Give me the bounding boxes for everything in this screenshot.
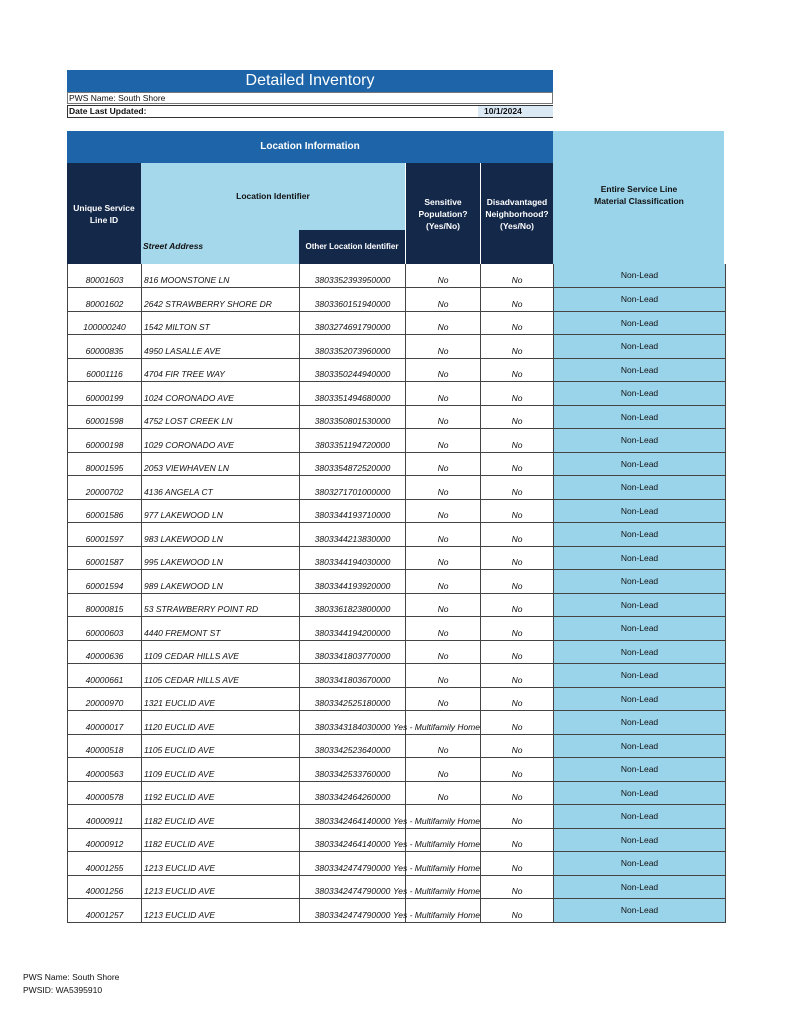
sensitive-population: Yes - Multifamily Home xyxy=(406,899,481,923)
other-location-id: 3803350244940000 xyxy=(300,358,406,382)
page-title: Detailed Inventory xyxy=(67,70,553,92)
material-classification: Non-Lead xyxy=(554,288,726,312)
footer-pws-name: PWS Name: South Shore xyxy=(23,972,120,982)
material-header-cell xyxy=(553,131,724,264)
material-classification: Non-Lead xyxy=(554,429,726,453)
other-location-id: 3803361823800000 xyxy=(300,593,406,617)
street-address: 983 LAKEWOOD LN xyxy=(142,523,300,547)
disadvantaged-neighborhood: No xyxy=(481,452,554,476)
disadvantaged-neighborhood: No xyxy=(481,899,554,923)
other-location-id: 3803344194200000 xyxy=(300,617,406,641)
street-address: 4752 LOST CREEK LN xyxy=(142,405,300,429)
material-classification: Non-Lead xyxy=(554,640,726,664)
street-address: 977 LAKEWOOD LN xyxy=(142,499,300,523)
disadvantaged-neighborhood: No xyxy=(481,734,554,758)
service-line-id: 60001594 xyxy=(68,570,142,594)
table-row xyxy=(68,429,726,453)
material-classification: Non-Lead xyxy=(554,335,726,359)
service-line-id: 80001595 xyxy=(68,452,142,476)
service-line-id: 80001602 xyxy=(68,288,142,312)
sensitive-population: No xyxy=(406,593,481,617)
other-location-id: 3803342464140000 xyxy=(300,805,406,829)
sensitive-population: No xyxy=(406,523,481,547)
sensitive-population: No xyxy=(406,664,481,688)
sensitive-population: No xyxy=(406,499,481,523)
sensitive-population: No xyxy=(406,382,481,406)
service-line-id: 40000017 xyxy=(68,711,142,735)
table-row xyxy=(68,734,726,758)
disadvantaged-neighborhood: No xyxy=(481,311,554,335)
material-classification: Non-Lead xyxy=(554,875,726,899)
table-row xyxy=(68,875,726,899)
other-location-id: 3803271701000000 xyxy=(300,476,406,500)
street-address: 989 LAKEWOOD LN xyxy=(142,570,300,594)
material-classification: Non-Lead xyxy=(554,734,726,758)
service-line-id: 40000661 xyxy=(68,664,142,688)
material-classification: Non-Lead xyxy=(554,664,726,688)
table-row xyxy=(68,852,726,876)
service-line-id: 40000563 xyxy=(68,758,142,782)
other-location-id: 3803352393950000 xyxy=(300,264,406,288)
sensitive-population: No xyxy=(406,452,481,476)
other-location-id: 3803341803670000 xyxy=(300,664,406,688)
service-line-id: 60000198 xyxy=(68,429,142,453)
other-location-id: 3803342474790000 xyxy=(300,875,406,899)
disadvantaged-neighborhood: No xyxy=(481,382,554,406)
sensitive-population: No xyxy=(406,781,481,805)
material-classification: Non-Lead xyxy=(554,711,726,735)
unique-id-header: Unique Service Line ID xyxy=(67,163,141,264)
sensitive-population: Yes - Multifamily Home xyxy=(406,805,481,829)
street-address-header: Street Address xyxy=(143,241,204,251)
material-classification: Non-Lead xyxy=(554,382,726,406)
disadvantaged-neighborhood: No xyxy=(481,593,554,617)
location-identifier-label: Location Identifier xyxy=(236,191,310,201)
material-classification: Non-Lead xyxy=(554,570,726,594)
date-label: Date Last Updated: xyxy=(69,106,147,116)
material-classification: Non-Lead xyxy=(554,452,726,476)
sensitive-population: No xyxy=(406,640,481,664)
table-row xyxy=(68,640,726,664)
disadvantaged-neighborhood: No xyxy=(481,711,554,735)
material-classification: Non-Lead xyxy=(554,781,726,805)
street-address: 816 MOONSTONE LN xyxy=(142,264,300,288)
other-location-id: 3803350801530000 xyxy=(300,405,406,429)
other-location-id: 3803342474790000 xyxy=(300,899,406,923)
service-line-id: 40000636 xyxy=(68,640,142,664)
other-location-id: 3803343184030000 xyxy=(300,711,406,735)
material-classification: Non-Lead xyxy=(554,311,726,335)
disadvantaged-neighborhood: No xyxy=(481,781,554,805)
material-classification: Non-Lead xyxy=(554,828,726,852)
other-location-id: 3803344193710000 xyxy=(300,499,406,523)
other-location-id: 3803342464140000 xyxy=(300,828,406,852)
other-location-id: 3803274691790000 xyxy=(300,311,406,335)
table-row xyxy=(68,288,726,312)
service-line-id: 60001587 xyxy=(68,546,142,570)
sensitive-population: No xyxy=(406,546,481,570)
other-location-id: 3803351194720000 xyxy=(300,429,406,453)
street-address: 1024 CORONADO AVE xyxy=(142,382,300,406)
street-address: 1182 EUCLID AVE xyxy=(142,828,300,852)
table-row xyxy=(68,758,726,782)
disadvantaged-neighborhood: No xyxy=(481,358,554,382)
street-address: 1120 EUCLID AVE xyxy=(142,711,300,735)
disadvantaged-neighborhood: No xyxy=(481,617,554,641)
other-location-id: 3803342533760000 xyxy=(300,758,406,782)
date-value: 10/1/2024 xyxy=(478,106,553,117)
material-classification: Non-Lead xyxy=(554,593,726,617)
service-line-id: 60000835 xyxy=(68,335,142,359)
other-location-id: 3803344193920000 xyxy=(300,570,406,594)
service-line-id: 40000912 xyxy=(68,828,142,852)
table-row xyxy=(68,264,726,288)
street-address: 53 STRAWBERRY POINT RD xyxy=(142,593,300,617)
other-location-id: 3803341803770000 xyxy=(300,640,406,664)
table-row xyxy=(68,358,726,382)
street-address: 1109 EUCLID AVE xyxy=(142,758,300,782)
sensitive-population: No xyxy=(406,617,481,641)
material-classification: Non-Lead xyxy=(554,499,726,523)
sensitive-population: No xyxy=(406,288,481,312)
table-row xyxy=(68,711,726,735)
sensitive-population: No xyxy=(406,570,481,594)
street-address: 4440 FREMONT ST xyxy=(142,617,300,641)
table-row xyxy=(68,687,726,711)
disadvantaged-neighborhood: No xyxy=(481,429,554,453)
service-line-id: 60001597 xyxy=(68,523,142,547)
service-line-id: 60001586 xyxy=(68,499,142,523)
street-address: 4950 LASALLE AVE xyxy=(142,335,300,359)
disadvantaged-neighborhood: No xyxy=(481,828,554,852)
table-row xyxy=(68,499,726,523)
sensitive-population: Yes - Multifamily Home xyxy=(406,711,481,735)
sensitive-population: No xyxy=(406,734,481,758)
other-location-id: 3803360151940000 xyxy=(300,288,406,312)
location-identifier-header xyxy=(141,163,405,264)
other-location-id: 3803342525180000 xyxy=(300,687,406,711)
material-classification: Non-Lead xyxy=(554,264,726,288)
table-row xyxy=(68,546,726,570)
sensitive-population: Yes - Multifamily Home xyxy=(406,875,481,899)
other-location-id: 3803351494680000 xyxy=(300,382,406,406)
table-row xyxy=(68,476,726,500)
service-line-id: 60001116 xyxy=(68,358,142,382)
table-row xyxy=(68,405,726,429)
table-row xyxy=(68,805,726,829)
location-information-header: Location Information xyxy=(67,131,553,163)
sensitive-population: No xyxy=(406,687,481,711)
sensitive-population: No xyxy=(406,264,481,288)
disadvantaged-neighborhood: No xyxy=(481,405,554,429)
service-line-id: 40001255 xyxy=(68,852,142,876)
table-row xyxy=(68,828,726,852)
disadvantaged-neighborhood: No xyxy=(481,570,554,594)
sensitive-population: No xyxy=(406,476,481,500)
street-address: 1109 CEDAR HILLS AVE xyxy=(142,640,300,664)
sensitive-population: No xyxy=(406,405,481,429)
sensitive-population: No xyxy=(406,758,481,782)
street-address: 2642 STRAWBERRY SHORE DR xyxy=(142,288,300,312)
other-location-header: Other Location Identifier xyxy=(299,230,405,264)
sensitive-population: Yes - Multifamily Home xyxy=(406,852,481,876)
other-location-id: 3803344194030000 xyxy=(300,546,406,570)
pws-name-line: PWS Name: South Shore xyxy=(67,92,553,104)
sensitive-population: Yes - Multifamily Home xyxy=(406,828,481,852)
service-line-id: 60001598 xyxy=(68,405,142,429)
material-classification: Non-Lead xyxy=(554,405,726,429)
service-line-id: 80001603 xyxy=(68,264,142,288)
service-line-id: 100000240 xyxy=(68,311,142,335)
sensitive-population: No xyxy=(406,335,481,359)
material-classification: Non-Lead xyxy=(554,358,726,382)
table-row xyxy=(68,664,726,688)
street-address: 1542 MILTON ST xyxy=(142,311,300,335)
disadvantaged-neighborhood: No xyxy=(481,758,554,782)
footer-pwsid: PWSID: WA5395910 xyxy=(23,985,103,995)
street-address: 1213 EUCLID AVE xyxy=(142,899,300,923)
service-line-id: 40001257 xyxy=(68,899,142,923)
disadvantaged-neighborhood: No xyxy=(481,523,554,547)
other-location-id: 3803344213830000 xyxy=(300,523,406,547)
other-location-id: 3803342464260000 xyxy=(300,781,406,805)
table-row xyxy=(68,593,726,617)
disadvantaged-neighborhood: No xyxy=(481,264,554,288)
table-row xyxy=(68,452,726,476)
disadvantaged-neighborhood: No xyxy=(481,288,554,312)
material-header-label: Entire Service Line Material Classification xyxy=(594,184,684,206)
service-line-id: 40000578 xyxy=(68,781,142,805)
service-line-id: 40000518 xyxy=(68,734,142,758)
service-line-id: 60000199 xyxy=(68,382,142,406)
table-row xyxy=(68,523,726,547)
table-row xyxy=(68,335,726,359)
table-row xyxy=(68,311,726,335)
street-address: 995 LAKEWOOD LN xyxy=(142,546,300,570)
disadvantaged-neighborhood: No xyxy=(481,875,554,899)
disadvantaged-neighborhood: No xyxy=(481,687,554,711)
material-classification: Non-Lead xyxy=(554,617,726,641)
street-address: 1105 CEDAR HILLS AVE xyxy=(142,664,300,688)
table-row xyxy=(68,899,726,923)
other-location-id: 3803342523640000 xyxy=(300,734,406,758)
service-line-id: 20000970 xyxy=(68,687,142,711)
other-location-id: 3803342474790000 xyxy=(300,852,406,876)
disadvantaged-neighborhood: No xyxy=(481,499,554,523)
disadvantaged-neighborhood: No xyxy=(481,640,554,664)
street-address: 2053 VIEWHAVEN LN xyxy=(142,452,300,476)
disadvantaged-neighborhood: No xyxy=(481,664,554,688)
material-classification: Non-Lead xyxy=(554,758,726,782)
sensitive-header: Sensitive Population? (Yes/No) xyxy=(405,163,480,264)
street-address: 1192 EUCLID AVE xyxy=(142,781,300,805)
disadvantaged-neighborhood: No xyxy=(481,805,554,829)
service-line-id: 40001256 xyxy=(68,875,142,899)
material-classification: Non-Lead xyxy=(554,805,726,829)
service-line-id: 20000702 xyxy=(68,476,142,500)
other-location-id: 3803352073960000 xyxy=(300,335,406,359)
disadvantaged-neighborhood: No xyxy=(481,335,554,359)
sensitive-population: No xyxy=(406,311,481,335)
disadvantaged-neighborhood: No xyxy=(481,852,554,876)
street-address: 1213 EUCLID AVE xyxy=(142,852,300,876)
street-address: 1321 EUCLID AVE xyxy=(142,687,300,711)
material-classification: Non-Lead xyxy=(554,687,726,711)
street-address: 1029 CORONADO AVE xyxy=(142,429,300,453)
material-classification: Non-Lead xyxy=(554,852,726,876)
other-location-id: 3803354872520000 xyxy=(300,452,406,476)
disadvantaged-neighborhood: No xyxy=(481,546,554,570)
table-row xyxy=(68,781,726,805)
material-classification: Non-Lead xyxy=(554,899,726,923)
material-classification: Non-Lead xyxy=(554,523,726,547)
disadvantaged-header: Disadvantaged Neighborhood? (Yes/No) xyxy=(480,163,553,264)
street-address: 1182 EUCLID AVE xyxy=(142,805,300,829)
street-address: 1213 EUCLID AVE xyxy=(142,875,300,899)
table-row xyxy=(68,617,726,641)
table-row xyxy=(68,382,726,406)
material-classification: Non-Lead xyxy=(554,476,726,500)
street-address: 4136 ANGELA CT xyxy=(142,476,300,500)
service-line-id: 80000815 xyxy=(68,593,142,617)
material-classification: Non-Lead xyxy=(554,546,726,570)
street-address: 1105 EUCLID AVE xyxy=(142,734,300,758)
street-address: 4704 FIR TREE WAY xyxy=(142,358,300,382)
inventory-table xyxy=(67,264,726,923)
sensitive-population: No xyxy=(406,358,481,382)
date-updated-row xyxy=(67,105,553,118)
table-row xyxy=(68,570,726,594)
sensitive-population: No xyxy=(406,429,481,453)
service-line-id: 60000603 xyxy=(68,617,142,641)
disadvantaged-neighborhood: No xyxy=(481,476,554,500)
service-line-id: 40000911 xyxy=(68,805,142,829)
